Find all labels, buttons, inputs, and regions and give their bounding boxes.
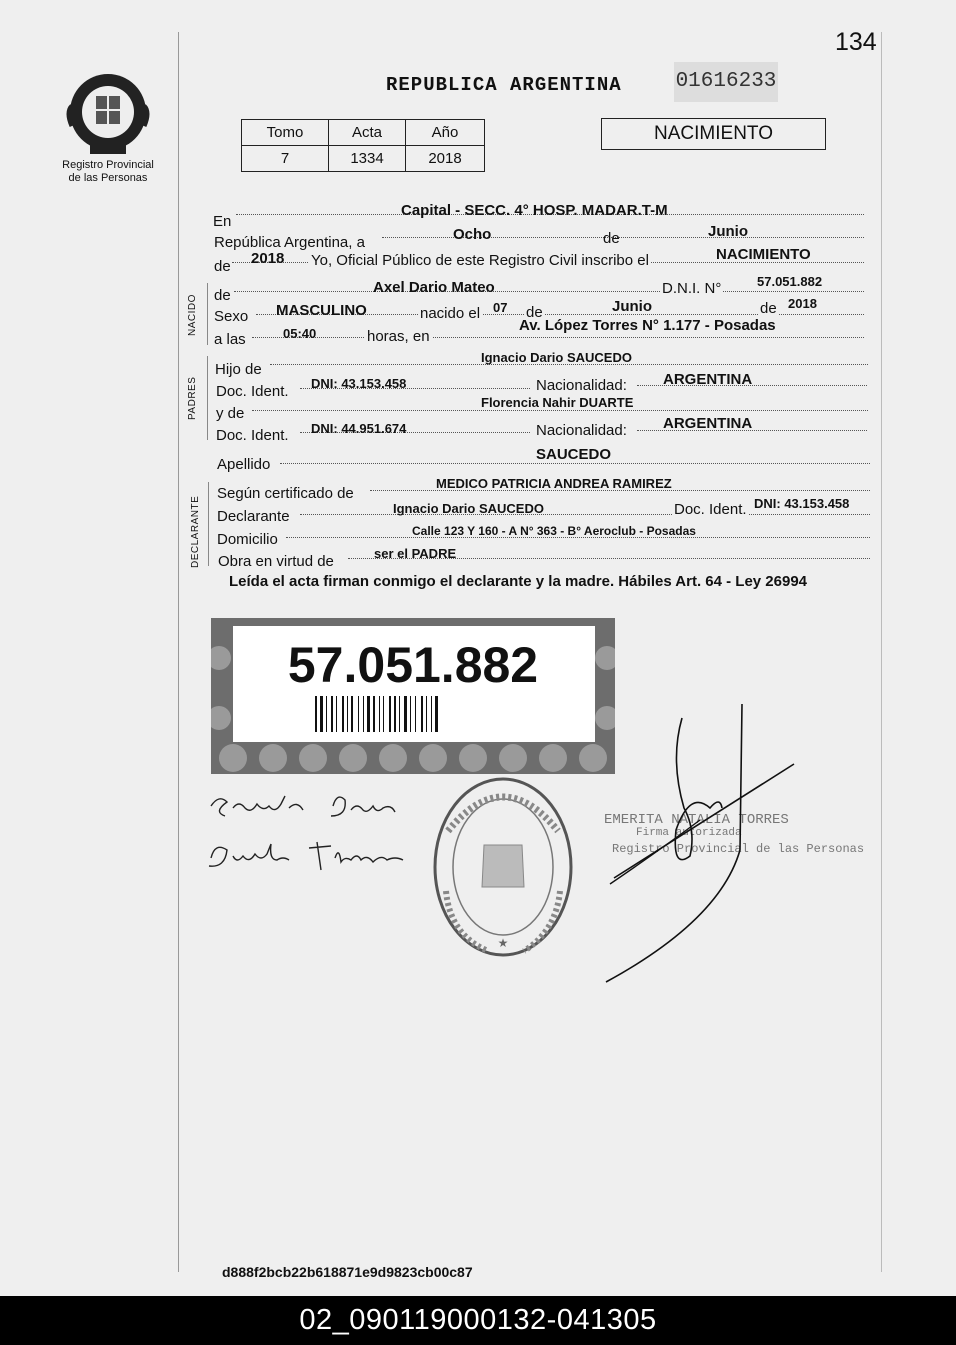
nacido-side-label: NACIDO: [187, 294, 198, 336]
doc-label: Doc. Ident.: [216, 383, 289, 400]
sexo-label: Sexo: [214, 308, 249, 325]
dotted-line: [252, 410, 868, 411]
registry-caption: [52, 159, 164, 185]
birth-month: Junio: [612, 298, 652, 315]
nacido-bracket: [207, 283, 208, 345]
registrar-role: Firma autorizada: [636, 827, 742, 839]
declarante-side-label: DECLARANTE: [190, 495, 201, 568]
declarante-label: Declarante: [217, 508, 290, 525]
registry-round-stamp: [428, 775, 578, 965]
serial-number: 01616233: [674, 62, 778, 102]
acta-header: Acta: [329, 120, 406, 146]
dotted-line: [234, 291, 864, 292]
dotted-line: [280, 463, 870, 464]
registrar-signature: [600, 700, 810, 990]
acta-value: 1334: [329, 146, 406, 172]
month-word: Junio: [708, 223, 748, 240]
mother-nationality: ARGENTINA: [663, 415, 753, 432]
closing-statement: Leída el acta firman conmigo el declarante y la madre. Hábiles Art. 64 - Ley 26994: [229, 573, 808, 590]
year-value: 2018: [251, 250, 285, 267]
doc-label-2: Doc. Ident.: [216, 427, 289, 444]
dotted-line: [252, 337, 864, 338]
segun-label: Según certificado de: [217, 485, 354, 502]
svg-text:★: ★: [497, 936, 509, 950]
oficial-text: Yo, Oficial Público de este Registro Civil inscribo el: [311, 252, 649, 269]
nacido-label: nacido el: [420, 305, 481, 322]
child-dni: 57.051.882: [757, 274, 823, 289]
domicilio-label: Domicilio: [217, 531, 278, 548]
nacionalidad-label: Nacionalidad:: [536, 377, 627, 394]
caption-line-2: de las Personas: [68, 172, 148, 184]
declarante-name: Ignacio Dario SAUCEDO: [393, 501, 544, 516]
misiones-coat-of-arms-logo: [62, 66, 154, 158]
anio-header: Año: [406, 120, 485, 146]
right-margin-line: [881, 32, 882, 1272]
surname-value: SAUCEDO: [536, 446, 612, 463]
document-title: REPUBLICA ARGENTINA: [386, 74, 622, 96]
mother-name: Florencia Nahir DUARTE: [481, 395, 634, 410]
en-value: Capital - SECC. 4° HOSP. MADAR.T-M: [401, 202, 668, 219]
child-name: Axel Dario Mateo: [373, 279, 495, 296]
father-nationality: ARGENTINA: [663, 371, 753, 388]
document-hash: d888f2bcb22b618871e9d9823cb00c87: [222, 1264, 473, 1280]
apellido-label: Apellido: [217, 456, 271, 473]
inscribe-type: NACIMIENTO: [716, 246, 811, 263]
father-name: Ignacio Dario SAUCEDO: [481, 350, 632, 365]
doc-label-3: Doc. Ident.: [674, 501, 747, 518]
birth-year: 2018: [788, 296, 817, 311]
de-label-3: de: [214, 287, 231, 304]
tomo-header: Tomo: [242, 120, 329, 146]
father-doc: DNI: 43.153.458: [311, 376, 407, 391]
de-label-5: de: [760, 300, 777, 317]
barcode-number: 57.051.882: [287, 637, 539, 693]
dni-label: D.N.I. N°: [662, 280, 722, 297]
padres-bracket: [207, 356, 208, 440]
de-label-4: de: [526, 304, 543, 321]
domicilio-value: Calle 123 Y 160 - A N° 363 - B° Aeroclub - Posadas: [412, 524, 696, 538]
horas-label: horas, en: [367, 328, 430, 345]
registrar-office: Registro Provincial de las Personas: [612, 842, 865, 856]
declarante-doc: DNI: 43.153.458: [754, 496, 850, 511]
en-label: En: [213, 213, 232, 230]
nacionalidad-label-2: Nacionalidad:: [536, 422, 627, 439]
footer-code: 02_090119000132-041305: [0, 1296, 956, 1345]
left-margin-line: [178, 32, 179, 1272]
record-type-box: NACIMIENTO: [601, 118, 826, 150]
padres-side-label: PADRES: [187, 376, 198, 420]
alas-label: a las: [214, 331, 246, 348]
certificate-value: MEDICO PATRICIA ANDREA RAMIREZ: [436, 476, 672, 491]
declarante-bracket: [208, 482, 209, 566]
yde-label: y de: [216, 405, 245, 422]
obra-label: Obra en virtud de: [218, 553, 334, 570]
barcode-sticker: [211, 618, 615, 774]
birth-place: Av. López Torres N° 1.177 - Posadas: [519, 317, 776, 334]
hijo-label: Hijo de: [215, 361, 262, 378]
de-label-2: de: [214, 258, 231, 275]
mother-doc: DNI: 44.951.674: [311, 421, 407, 436]
dotted-line: [300, 514, 870, 515]
birth-day: 07: [493, 300, 508, 315]
handwritten-parent-signatures: [205, 786, 425, 886]
sexo-value: MASCULINO: [276, 302, 367, 319]
caption-line-1: Registro Provincial: [62, 159, 154, 171]
birth-time: 05:40: [283, 326, 317, 341]
anio-value: 2018: [406, 146, 485, 172]
registrar-name: EMERITA NATALIA TORRES: [604, 812, 789, 828]
barcode: [315, 696, 541, 732]
republica-label: República Argentina, a: [214, 234, 365, 251]
page-number: 134: [835, 28, 877, 56]
record-table: [241, 119, 485, 172]
de-label: de: [603, 230, 620, 247]
day-word: Ocho: [453, 226, 492, 243]
tomo-value: 7: [242, 146, 329, 172]
obra-value: ser el PADRE: [374, 546, 457, 561]
